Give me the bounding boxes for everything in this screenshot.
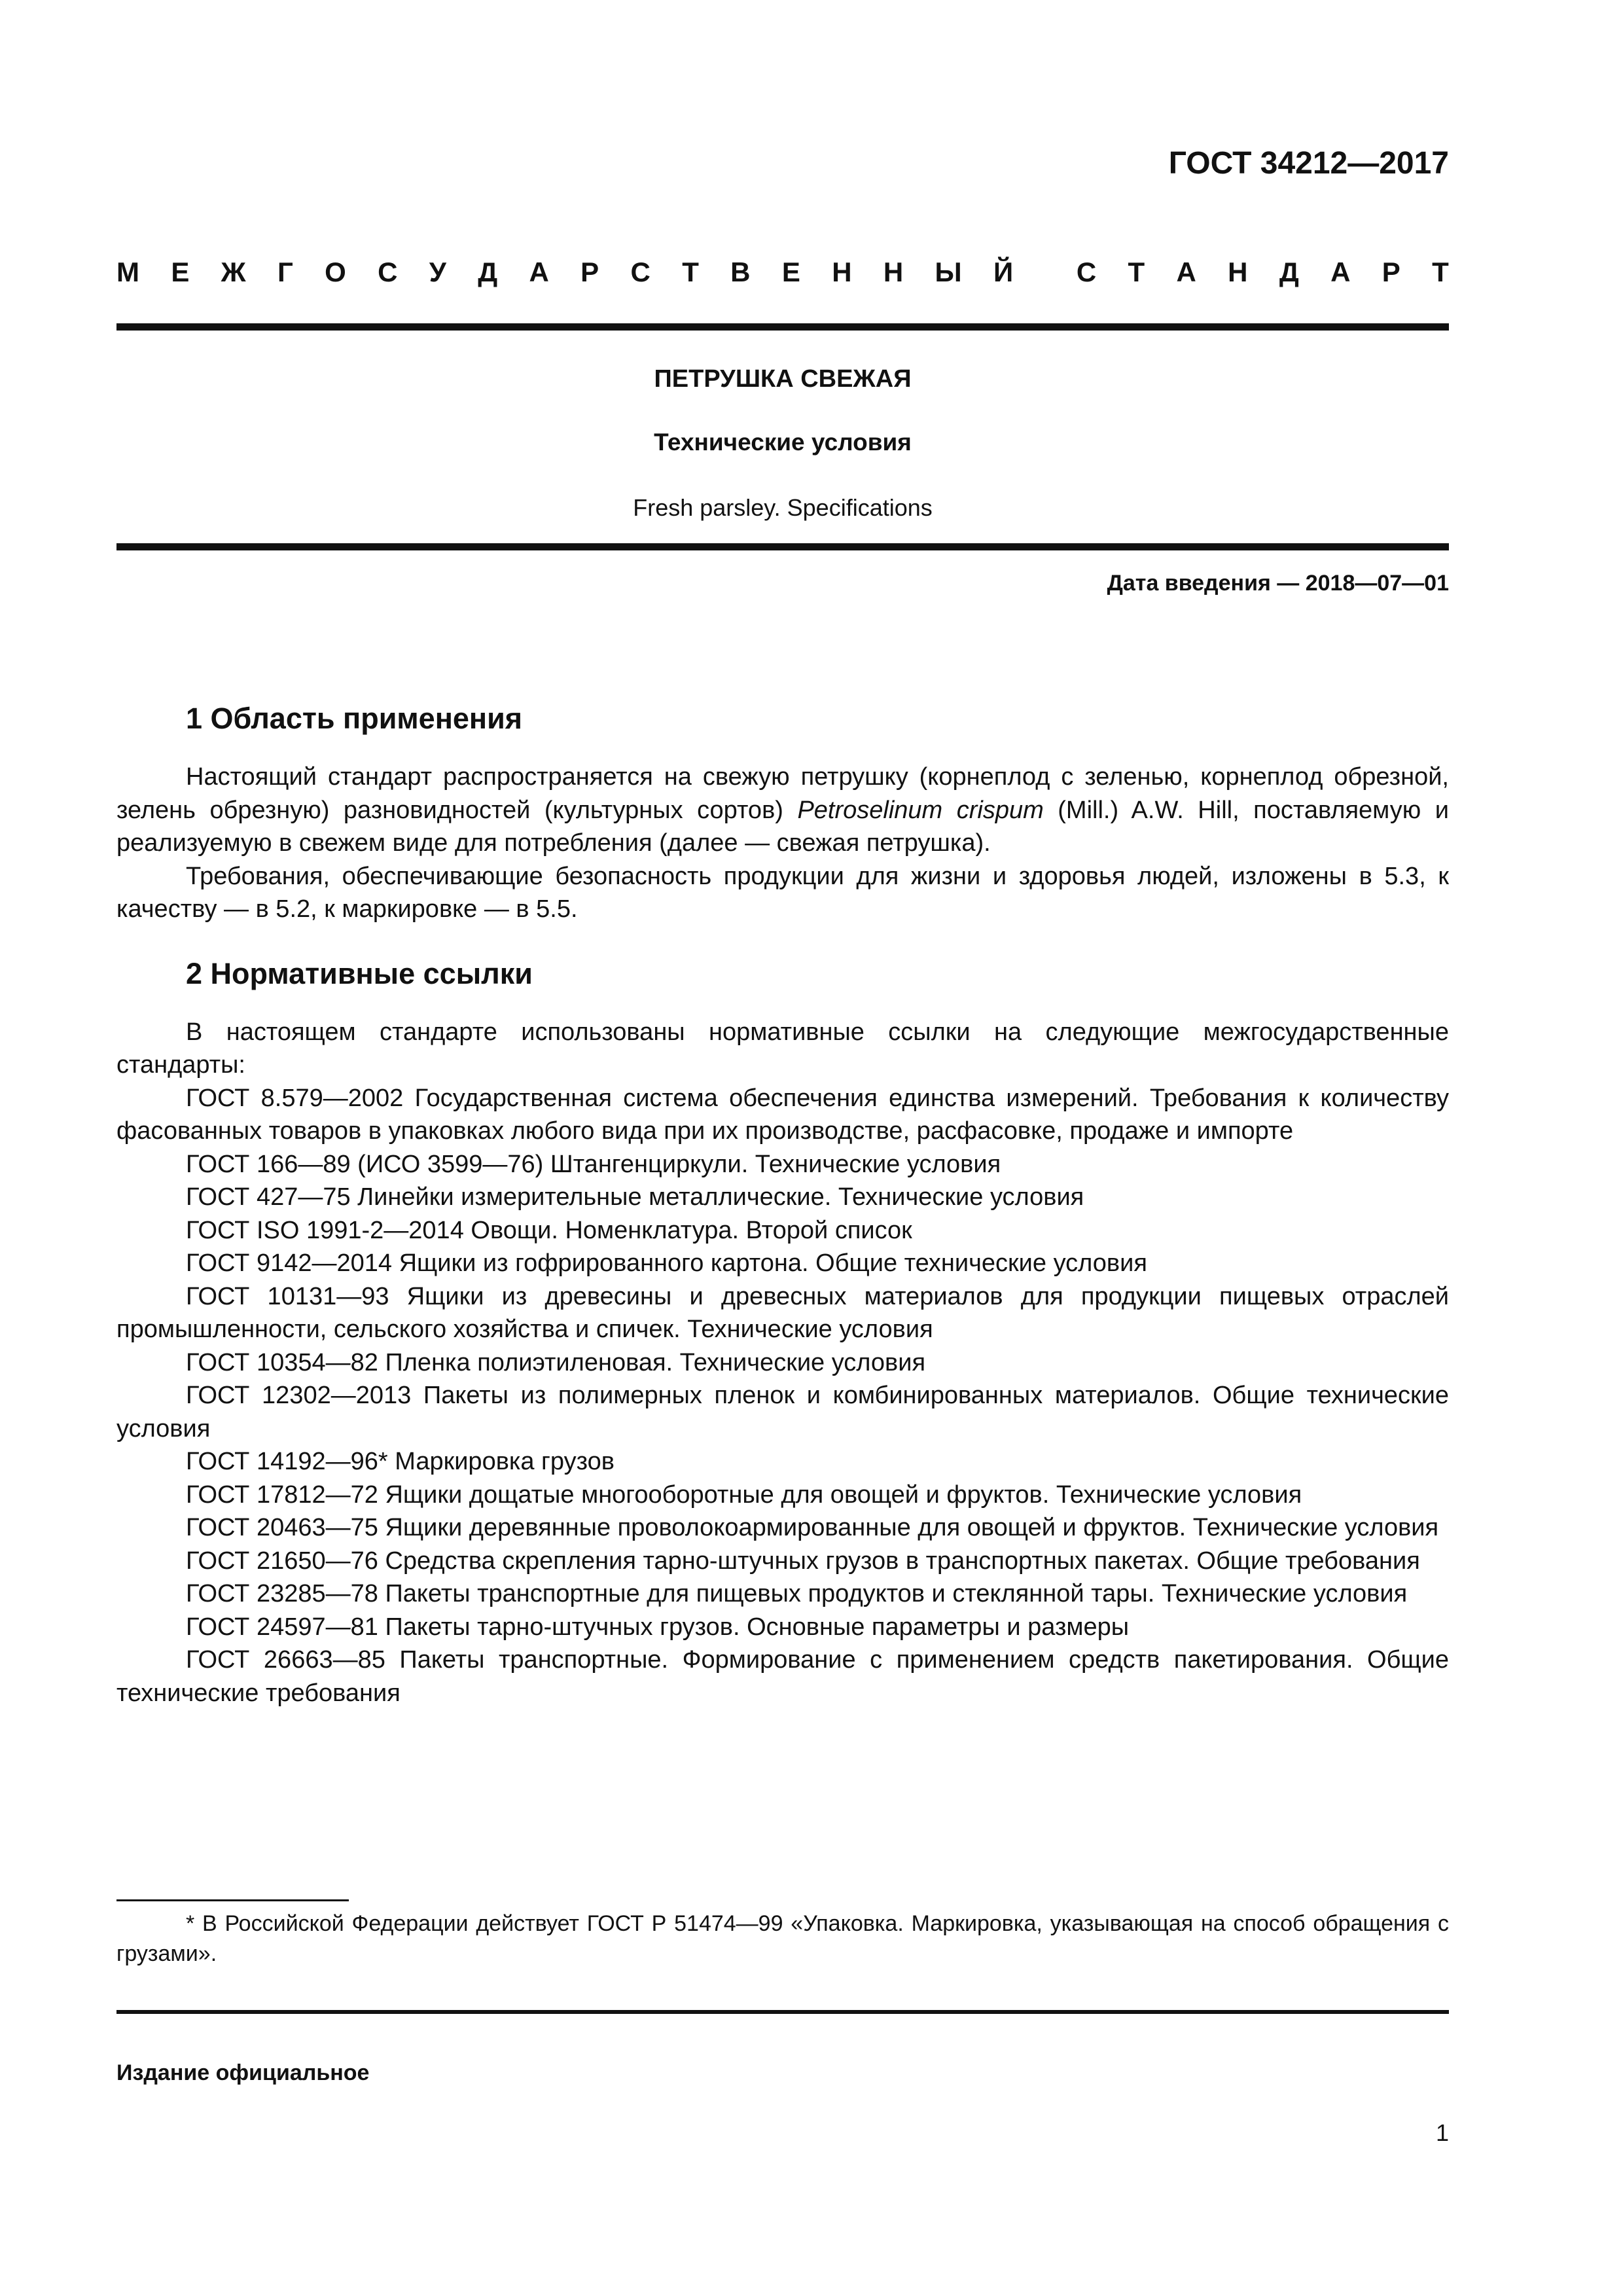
standard-type-letter: Т [682,257,699,287]
reference-item: ГОСТ ISO 1991-2—2014 Овощи. Номенклатура. Второй список [186,1216,912,1244]
document-body [116,700,1449,1710]
footnote: * В Российской Федерации действует ГОСТ Р 51474—99 «Упаковка. Маркировка, указывающая на способ обращения с грузами». [116,1911,1449,1966]
reference-item: ГОСТ 20463—75 Ящики деревянные проволокоармированные для овощей и фруктов. Технические условия [186,1514,1439,1541]
standard-type-letter: Т [1432,257,1449,287]
standard-type-letter: С [630,257,651,287]
official-edition-label: Издание официальное [116,2060,370,2085]
reference-item: ГОСТ 23285—78 Пакеты транспортные для пищевых продуктов и стеклянной тары. Технические условия [186,1580,1408,1607]
reference-item: ГОСТ 12302—2013 Пакеты из полимерных пленок и комбинированных материалов. Общие технические условия [116,1382,1449,1443]
standard-type-letter: Е [781,257,800,287]
standard-type-letter: Т [1128,257,1145,287]
section-1-paragraph-1: Настоящий стандарт распространяется на свежую петрушку (корнеплод с зеленью, корнеплод обрезной, зелень обрезную) разновидностей (культурных сортов) Petroselinum crispum (Mill.) A.W. Hill, поставляемую и реализуемую в свежем виде для потребления (далее — свежая петрушка). [116,763,1449,857]
standard-type-letter: Р [580,257,599,287]
standard-type-letter: А [1176,257,1196,287]
document-title-english: Fresh parsley. Specifications [633,494,933,521]
standard-type-letter: С [378,257,398,287]
title-divider [116,543,1449,550]
page-number: 1 [1435,2119,1449,2146]
reference-item: ГОСТ 9142—2014 Ящики из гофрированного картона. Общие технические условия [186,1249,1147,1277]
section-2-intro: В настоящем стандарте использованы нормативные ссылки на следующие межгосударственные стандарты: [116,1018,1449,1079]
standard-type-letter: Ж [221,257,246,287]
reference-item: ГОСТ 26663—85 Пакеты транспортные. Формирование с применением средств пакетирования. Общие технические требования [116,1646,1449,1707]
standard-type-heading [116,257,1449,288]
standard-type-letter: Д [478,257,498,287]
standard-type-letter: Н [1228,257,1248,287]
section-2-heading: 2 Нормативные ссылки [186,956,533,990]
reference-item: ГОСТ 21650—76 Средства скрепления тарно-штучных грузов в транспортных пакетах. Общие требования [186,1547,1420,1575]
standard-type-letter: О [325,257,346,287]
standard-type-letter: Н [883,257,904,287]
species-name: Petroselinum crispum [797,796,1044,824]
reference-item: ГОСТ 10354—82 Пленка полиэтиленовая. Технические условия [186,1348,926,1376]
standard-type-letter: У [429,257,446,287]
reference-item: ГОСТ 17812—72 Ящики дощатые многооборотные для овощей и фруктов. Технические условия [186,1480,1302,1509]
gost-number: ГОСТ 34212—2017 [1168,146,1449,181]
standard-type-letter: Р [1382,257,1400,287]
standard-type-letter: А [1330,257,1351,287]
reference-item: ГОСТ 166—89 (ИСО 3599—76) Штангенциркули. Технические условия [186,1150,1001,1178]
reference-item: ГОСТ 14192—96* Маркировка грузов [186,1448,615,1475]
introduction-date: Дата введения — 2018—07—01 [1107,571,1449,596]
document-subtitle: Технические условия [654,429,912,456]
reference-item: ГОСТ 24597—81 Пакеты тарно-штучных грузов. Основные параметры и размеры [186,1613,1130,1641]
section-1-heading: 1 Область применения [186,702,523,735]
normative-references-list [116,1082,1449,1710]
section-1-paragraph-2: Требования, обеспечивающие безопасность продукции для жизни и здоровья людей, изложены в 5.3, к качеству — в 5.2, к маркировке — в 5.5. [116,862,1449,923]
standard-type-letter: М [116,257,139,287]
standard-type-letter: Д [1279,257,1299,287]
footer-divider [116,2010,1449,2014]
reference-item: ГОСТ 427—75 Линейки измерительные металлические. Технические условия [186,1183,1084,1211]
standard-type-letter: Н [832,257,852,287]
standard-type-letter: Й [993,257,1014,287]
reference-item: ГОСТ 10131—93 Ящики из древесины и древесных материалов для продукции пищевых отраслей промышленности, сельского хозяйства и спичек. Технические условия [116,1282,1449,1343]
standard-type-letter: Е [171,257,190,287]
standard-type-letter: Ы [935,257,962,287]
standard-type-letter: С [1076,257,1097,287]
standard-type-letter: А [529,257,549,287]
reference-item: ГОСТ 8.579—2002 Государственная система обеспечения единства измерений. Требования к количеству фасованных товаров в упаковках любого вида при их производстве, расфасовке, продаже и импорте [116,1084,1449,1145]
footnote-divider [116,1899,349,1901]
top-divider [116,323,1449,331]
standard-type-letter: Г [277,257,293,287]
document-title: ПЕТРУШКА СВЕЖАЯ [654,365,912,393]
standard-type-letter: В [730,257,751,287]
